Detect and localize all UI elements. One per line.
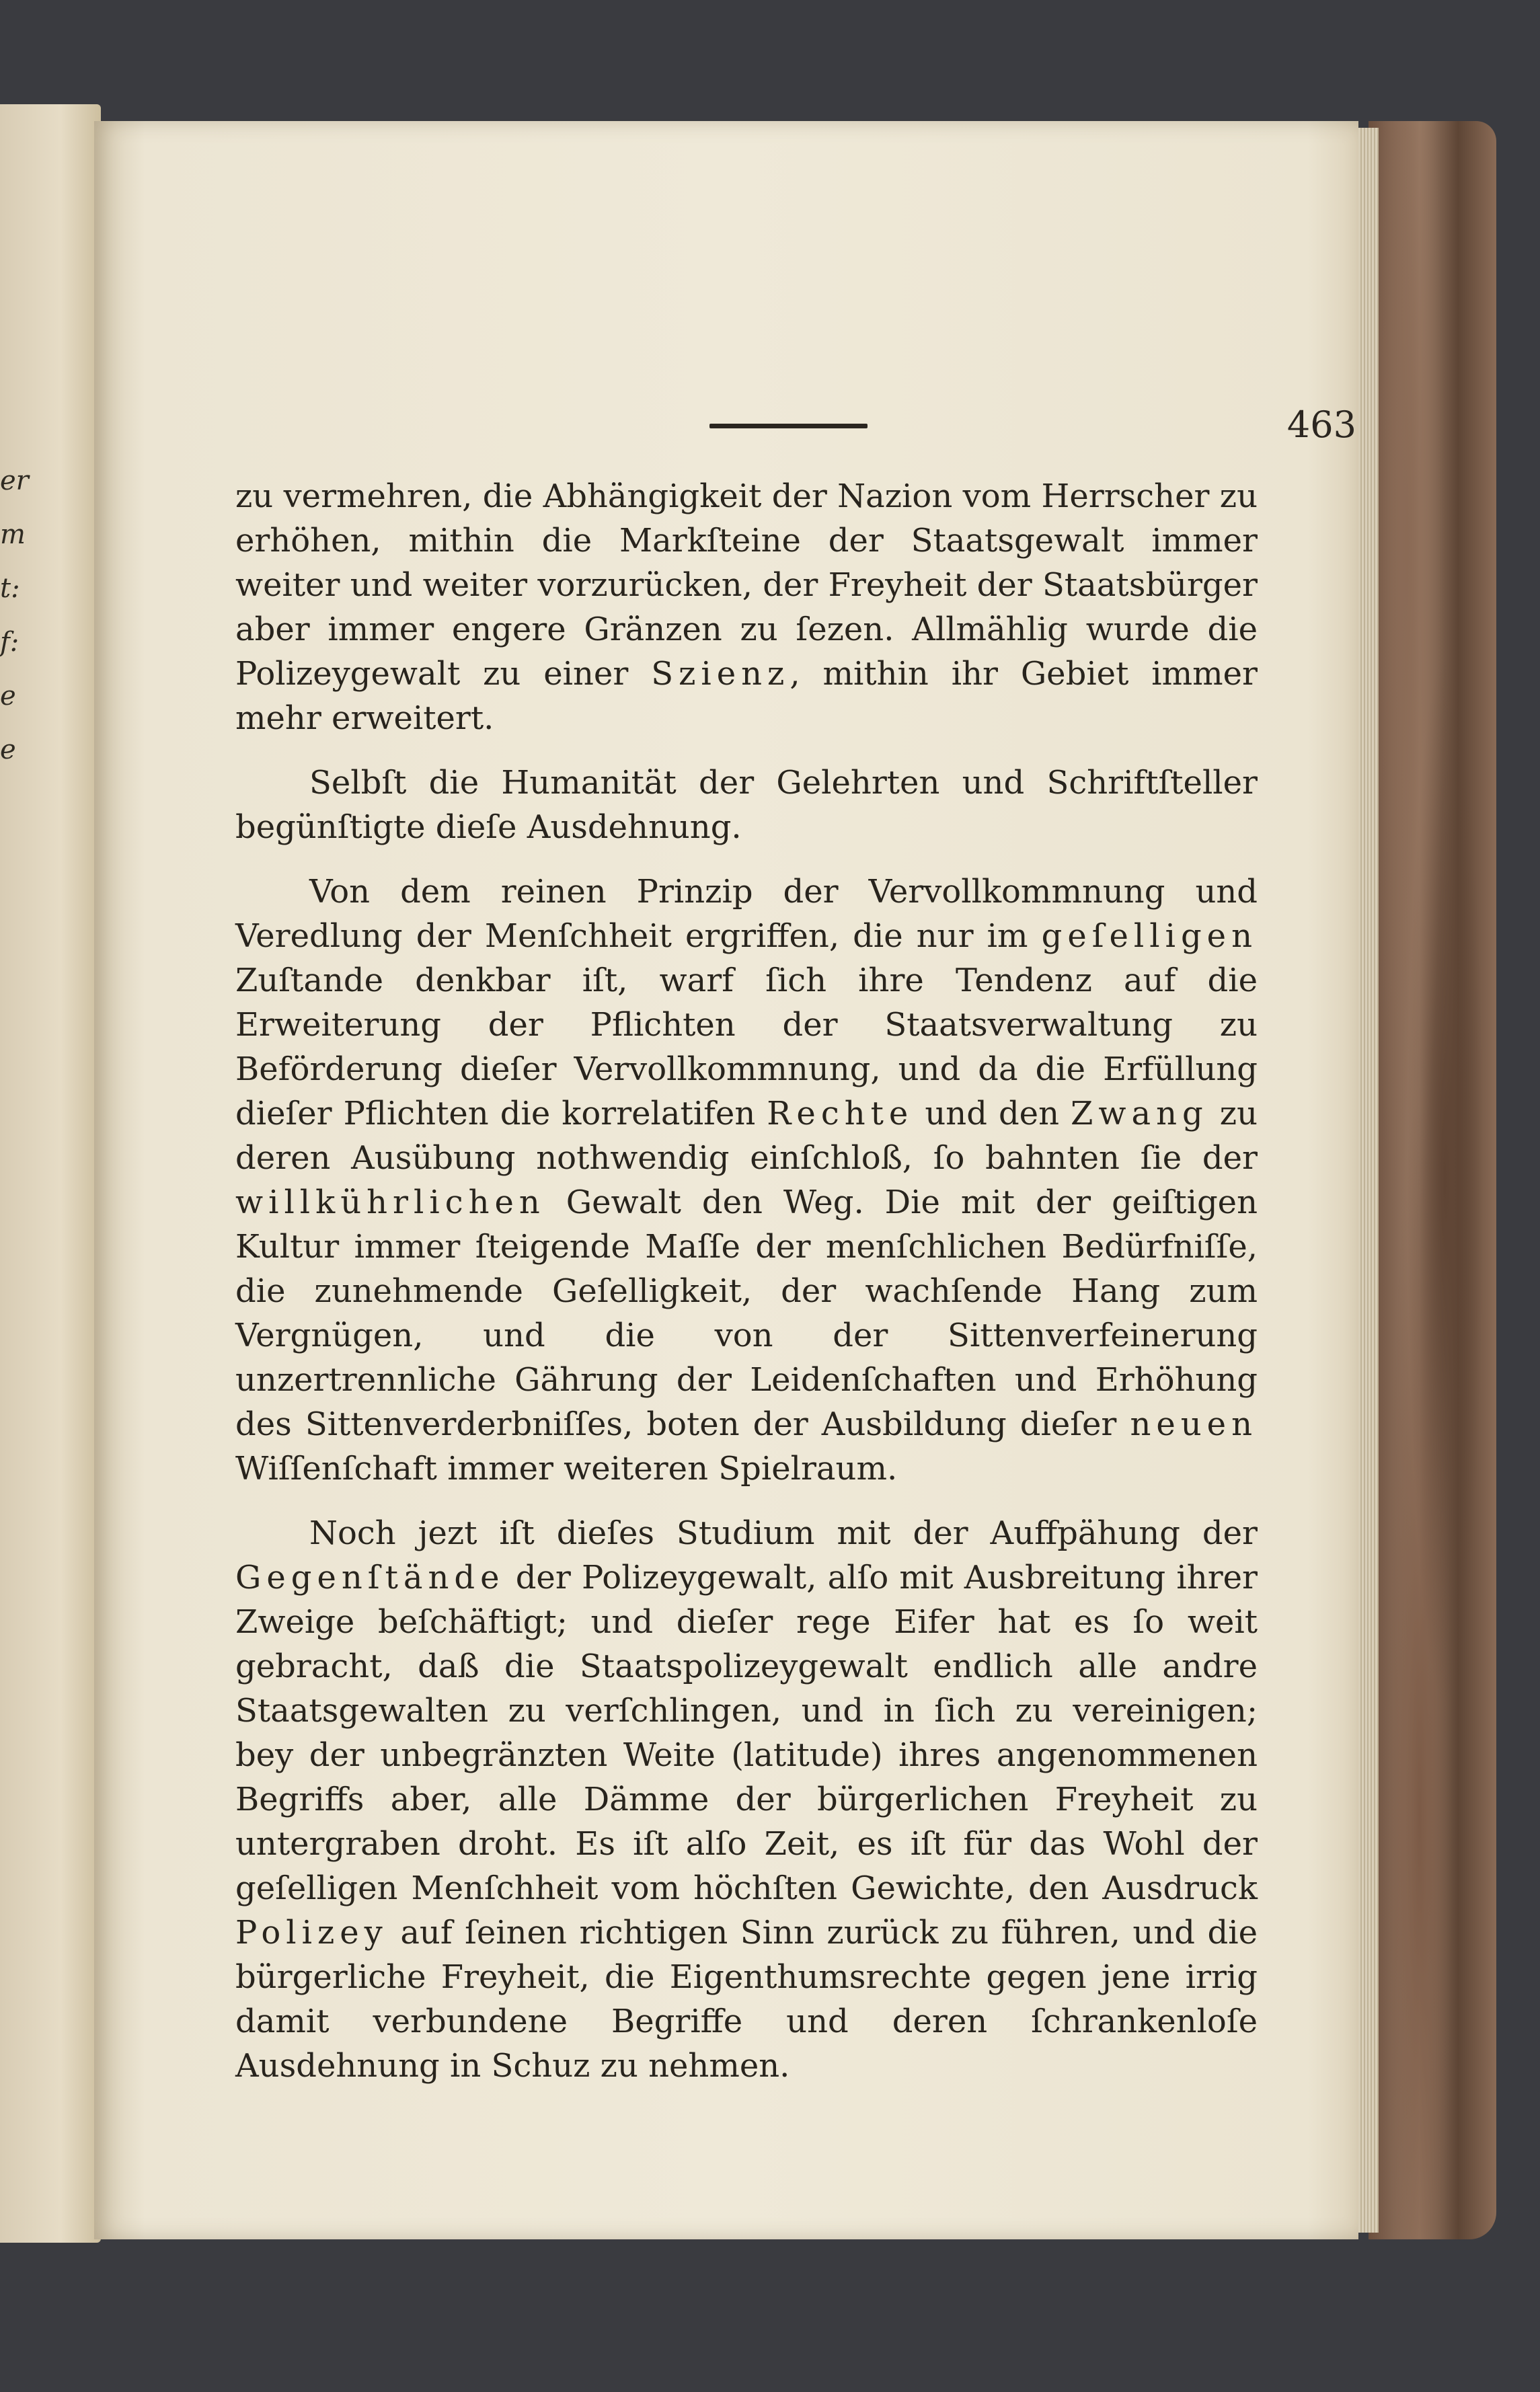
- text-run: Selbſt die Humanität der Gelehrten und Schriftſteller begünſtigte dieſe Ausdehnung.: [235, 764, 1258, 846]
- text-run: und den: [913, 1095, 1071, 1132]
- emphasized-text: geſelligen: [1041, 917, 1258, 955]
- body-text: [235, 474, 1258, 2108]
- facing-page-fragment: t:: [0, 573, 20, 604]
- facing-page-fragment: er: [0, 465, 29, 496]
- emphasized-text: Rechte: [767, 1095, 914, 1132]
- text-run: Noch jezt iſt dieſes Studium mit der Auffpähung der: [309, 1514, 1258, 1552]
- facing-page-fragment: m: [0, 519, 26, 550]
- paragraph: [235, 870, 1258, 1491]
- text-run: der Polizeygewalt, alſo mit Ausbreitung ihrer Zweige beſchäftigt; und dieſer rege Eifer hat es ſo weit gebracht, daß die Staatspolizeygewalt endlich alle andre Staatsgewalten zu verſchlingen, und in ſich zu vereinigen; bey der unbegränzten Weite (latitude) ihres angenommenen Begriffs aber, alle Dämme der bürgerlichen Freyheit zu untergraben droht. Es iſt alſo Zeit, es iſt für das Wohl der geſelligen Menſchheit vom höchſten Gewichte, den Ausdruck: [235, 1559, 1258, 1907]
- facing-page-fragment: e: [0, 681, 16, 711]
- facing-page-fragment: f:: [0, 627, 20, 658]
- paragraph: [235, 761, 1258, 849]
- emphasized-text: Gegenſtände: [235, 1559, 505, 1596]
- emphasized-text: neuen: [1130, 1405, 1258, 1443]
- text-run: , mithin ihr Gebiet immer mehr erweitert.: [235, 655, 1258, 737]
- text-run: auf ſeinen richtigen Sinn zurück zu führen, und die bürgerliche Freyheit, die Eigenthumsrechte gegen jene irrig damit verbundene Begriffe und deren ſchrankenloſe Ausdehnung in Schuz zu nehmen.: [235, 1914, 1258, 2085]
- paragraph: [235, 474, 1258, 740]
- emphasized-text: willkührlichen: [235, 1184, 545, 1221]
- facing-page-fragment: e: [0, 734, 16, 765]
- text-run: zu vermehren, die Abhängigkeit der Nazion vom Herrscher zu erhöhen, mithin die Markſteine der Staatsgewalt immer weiter und weiter vorzurücken, der Freyheit der Staatsbürger aber immer engere Gränzen zu ſezen. Allmählig wurde die Polizeygewalt zu einer: [235, 477, 1258, 693]
- page-block-edge: [1358, 128, 1379, 2233]
- header-rule: [709, 424, 868, 428]
- text-run: Zuſtande denkbar iſt, warf ſich ihre Tendenz auf die Erweiterung der Pflichten der Staatsverwaltung zu Beförderung dieſer Vervollkommnung, und da die Erfüllung dieſer Pflichten die korrelatifen: [235, 962, 1258, 1132]
- emphasized-text: Zwang: [1071, 1095, 1208, 1132]
- paragraph: [235, 1511, 1258, 2088]
- text-run: zu deren Ausübung nothwendig einſchloß, ſo bahnten ſie der: [235, 1095, 1258, 1177]
- emphasized-text: Szienz: [651, 655, 790, 693]
- page-number: 463: [1286, 403, 1356, 446]
- book-page: [94, 121, 1358, 2239]
- text-run: Von dem reinen Prinzip der Vervollkommnung und Veredlung der Menſchheit ergriffen, die nur im: [235, 873, 1258, 955]
- text-run: Wiſſenſchaft immer weiteren Spielraum.: [235, 1450, 898, 1488]
- marbled-cover: [1369, 121, 1496, 2239]
- facing-page-edge: [0, 104, 101, 2243]
- text-run: Gewalt den Weg. Die mit der geiſtigen Kultur immer ſteigende Maſſe der menſchlichen Bedürfniſſe, die zunehmende Geſelligkeit, der wachſende Hang zum Vergnügen, und die von der Sittenverfeinerung unzertrennliche Gährung der Leidenſchaften und Erhöhung des Sittenverderbniſſes, boten der Ausbildung dieſer: [235, 1184, 1258, 1443]
- facing-page-text-fragments: [0, 454, 27, 777]
- emphasized-text: Polizey: [235, 1914, 388, 1952]
